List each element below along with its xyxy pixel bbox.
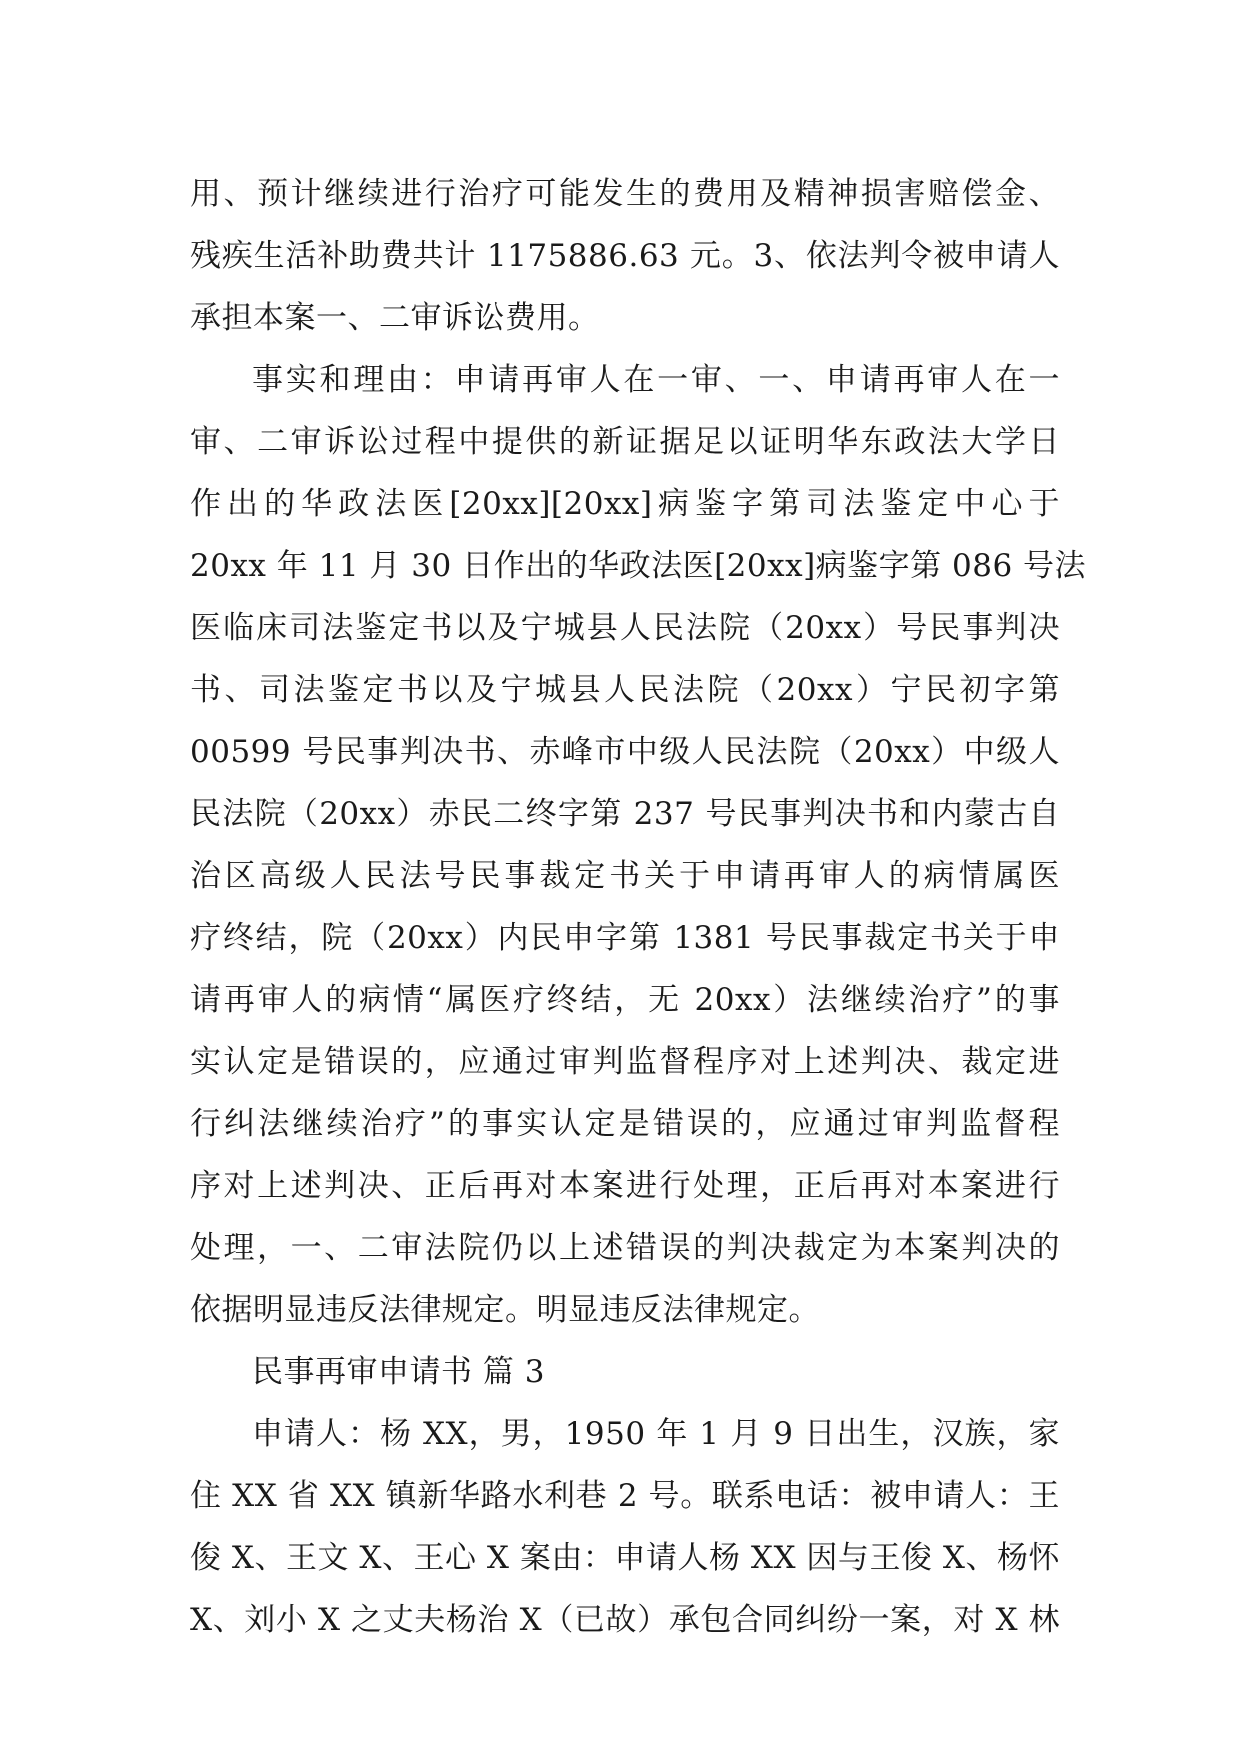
text-line: 医临床司法鉴定书以及宁城县人民法院（20xx）号民事判决 (190, 610, 1060, 646)
text-line: 残疾生活补助费共计 1175886.63 元。3、依法判令被申请人 (190, 238, 1060, 274)
text-line: 申请人：杨 XX，男，1950 年 1 月 9 日出生，汉族，家 (252, 1416, 1060, 1452)
text-line: 请再审人的病情“属医疗终结，无 20xx）法继续治疗”的事 (190, 982, 1060, 1018)
text-line: 治区高级人民法号民事裁定书关于申请再审人的病情属医 (190, 858, 1060, 894)
text-line: 作出的华政法医[20xx][20xx]病鉴字第司法鉴定中心于 (190, 486, 1060, 522)
text-line: 处理，一、二审法院仍以上述错误的判决裁定为本案判决的 (190, 1230, 1060, 1266)
text-line: 承担本案一、二审诉讼费用。 (190, 300, 600, 336)
text-line: 事实和理由：申请再审人在一审、一、申请再审人在一 (252, 362, 1060, 398)
document-body (190, 163, 1087, 1651)
text-line: 依据明显违反法律规定。明显违反法律规定。 (190, 1292, 820, 1328)
text-line: X、刘小 X 之丈夫杨治 X（已故）承包合同纠纷一案，对 X 林 (190, 1602, 1060, 1638)
text-line: 书、司法鉴定书以及宁城县人民法院（20xx）宁民初字第 (190, 672, 1060, 708)
text-line: 用、预计继续进行治疗可能发生的费用及精神损害赔偿金、 (190, 176, 1060, 212)
text-line: 00599 号民事判决书、赤峰市中级人民法院（20xx）中级人 (190, 734, 1060, 770)
text-line: 俊 X、王文 X、王心 X 案由：申请人杨 XX 因与王俊 X、杨怀 (190, 1540, 1060, 1576)
text-line: 疗终结，院（20xx）内民申字第 1381 号民事裁定书关于申 (190, 920, 1060, 956)
section-heading: 民事再审申请书 篇 3 (252, 1354, 545, 1390)
text-line: 序对上述判决、正后再对本案进行处理，正后再对本案进行 (190, 1168, 1060, 1204)
text-line: 实认定是错误的，应通过审判监督程序对上述判决、裁定进 (190, 1044, 1060, 1080)
text-line: 民法院（20xx）赤民二终字第 237 号民事判决书和内蒙古自 (190, 796, 1060, 832)
text-line: 行纠法继续治疗”的事实认定是错误的，应通过审判监督程 (190, 1106, 1060, 1142)
text-line: 20xx 年 11 月 30 日作出的华政法医[20xx]病鉴字第 086 号法 (190, 548, 1087, 584)
text-line: 住 XX 省 XX 镇新华路水利巷 2 号。联系电话：被申请人：王 (190, 1478, 1060, 1514)
text-line: 审、二审诉讼过程中提供的新证据足以证明华东政法大学日 (190, 424, 1060, 460)
